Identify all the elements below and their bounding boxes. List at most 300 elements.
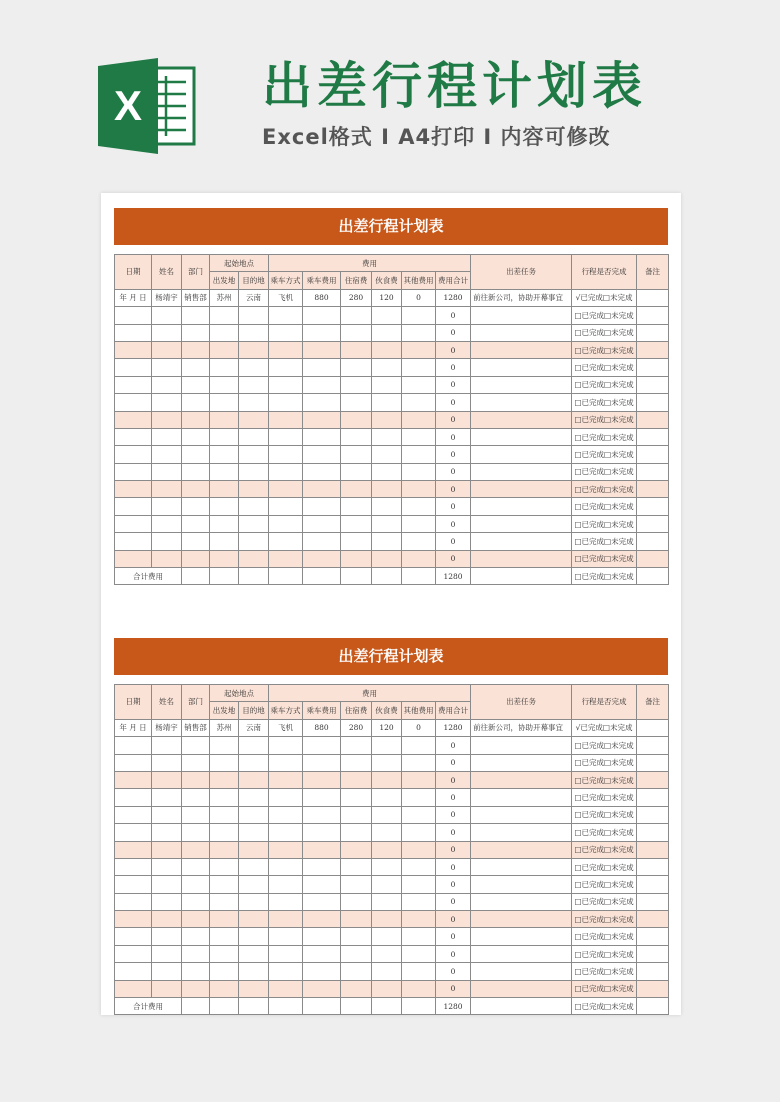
empty-cell[interactable] — [239, 446, 269, 463]
empty-cell[interactable] — [372, 394, 402, 411]
empty-cell[interactable] — [210, 324, 239, 341]
cell-status-checkbox[interactable]: □已完成□未完成 — [572, 515, 637, 532]
empty-cell[interactable] — [402, 446, 436, 463]
empty-cell[interactable] — [402, 911, 436, 928]
empty-cell[interactable] — [182, 893, 210, 910]
empty-cell[interactable] — [341, 789, 372, 806]
empty-cell[interactable] — [303, 428, 341, 445]
empty-cell[interactable] — [115, 754, 152, 771]
empty-cell[interactable] — [303, 754, 341, 771]
cell-note[interactable] — [637, 533, 669, 550]
cell-name[interactable]: 杨靖宇 — [152, 289, 182, 306]
cell-task[interactable] — [471, 858, 572, 875]
empty-cell[interactable] — [152, 963, 182, 980]
empty-cell[interactable] — [303, 771, 341, 788]
empty-cell[interactable] — [402, 411, 436, 428]
empty-cell[interactable] — [372, 841, 402, 858]
empty-cell[interactable] — [115, 515, 152, 532]
empty-cell[interactable] — [152, 789, 182, 806]
empty-cell[interactable] — [372, 737, 402, 754]
empty-cell[interactable] — [182, 307, 210, 324]
empty-cell[interactable] — [372, 515, 402, 532]
empty-cell[interactable] — [341, 341, 372, 358]
empty-cell[interactable] — [372, 307, 402, 324]
cell-note[interactable] — [637, 911, 669, 928]
cell-status-checkbox[interactable]: □已完成□未完成 — [572, 824, 637, 841]
empty-cell[interactable] — [152, 498, 182, 515]
empty-cell[interactable] — [269, 754, 303, 771]
empty-cell[interactable] — [210, 446, 239, 463]
empty-cell[interactable] — [239, 533, 269, 550]
empty-cell[interactable] — [210, 806, 239, 823]
cell-other[interactable]: 0 — [402, 289, 436, 306]
empty-cell[interactable] — [152, 533, 182, 550]
empty-cell[interactable] — [269, 428, 303, 445]
cell-task[interactable] — [471, 771, 572, 788]
empty-cell[interactable] — [239, 771, 269, 788]
empty-cell[interactable] — [210, 945, 239, 962]
empty-cell[interactable] — [115, 428, 152, 445]
empty-cell[interactable] — [341, 754, 372, 771]
empty-cell[interactable] — [115, 980, 152, 997]
empty-cell[interactable] — [402, 307, 436, 324]
empty-cell[interactable] — [239, 498, 269, 515]
empty-cell[interactable] — [303, 307, 341, 324]
empty-cell[interactable] — [341, 841, 372, 858]
cell-note[interactable] — [637, 824, 669, 841]
empty-cell[interactable] — [210, 498, 239, 515]
empty-cell[interactable] — [115, 359, 152, 376]
empty-cell[interactable] — [402, 481, 436, 498]
empty-cell[interactable] — [303, 324, 341, 341]
empty-cell[interactable] — [239, 307, 269, 324]
empty-cell[interactable] — [210, 771, 239, 788]
empty-cell[interactable] — [402, 394, 436, 411]
empty-cell[interactable] — [341, 324, 372, 341]
empty-cell[interactable] — [303, 806, 341, 823]
empty-cell[interactable] — [239, 376, 269, 393]
empty-cell[interactable] — [269, 737, 303, 754]
empty-cell[interactable] — [210, 550, 239, 567]
cell-status-checkbox[interactable]: □已完成□未完成 — [572, 893, 637, 910]
empty-cell[interactable] — [115, 876, 152, 893]
empty-cell[interactable] — [341, 515, 372, 532]
empty-cell[interactable] — [402, 806, 436, 823]
empty-cell[interactable] — [402, 324, 436, 341]
cell-status-checkbox[interactable]: □已完成□未完成 — [572, 307, 637, 324]
empty-cell[interactable] — [269, 771, 303, 788]
cell-task[interactable] — [471, 550, 572, 567]
empty-cell[interactable] — [182, 446, 210, 463]
empty-cell[interactable] — [210, 533, 239, 550]
empty-cell[interactable] — [182, 980, 210, 997]
empty-cell[interactable] — [269, 945, 303, 962]
empty-cell[interactable] — [115, 771, 152, 788]
cell-task[interactable] — [471, 824, 572, 841]
empty-cell[interactable] — [341, 550, 372, 567]
empty-cell[interactable] — [341, 806, 372, 823]
empty-cell[interactable] — [341, 359, 372, 376]
cell-task[interactable] — [471, 893, 572, 910]
cell-note[interactable] — [637, 446, 669, 463]
cell-depart[interactable]: 苏州 — [210, 719, 239, 736]
empty-cell[interactable] — [210, 394, 239, 411]
empty-cell[interactable] — [115, 307, 152, 324]
empty-cell[interactable] — [152, 945, 182, 962]
empty-cell[interactable] — [210, 963, 239, 980]
empty-cell[interactable] — [269, 533, 303, 550]
empty-cell[interactable] — [341, 876, 372, 893]
empty-cell[interactable] — [239, 359, 269, 376]
cell-task[interactable]: 前往新公司，协助开幕事宜 — [471, 289, 572, 306]
empty-cell[interactable] — [115, 911, 152, 928]
empty-cell[interactable] — [372, 376, 402, 393]
cell-task[interactable] — [471, 394, 572, 411]
empty-cell[interactable] — [239, 824, 269, 841]
empty-cell[interactable] — [239, 463, 269, 480]
empty-cell[interactable] — [115, 928, 152, 945]
cell-task[interactable] — [471, 341, 572, 358]
empty-cell[interactable] — [152, 446, 182, 463]
empty-cell[interactable] — [182, 963, 210, 980]
empty-cell[interactable] — [269, 411, 303, 428]
empty-cell[interactable] — [115, 841, 152, 858]
empty-cell[interactable] — [182, 737, 210, 754]
empty-cell[interactable] — [341, 481, 372, 498]
empty-cell[interactable] — [303, 841, 341, 858]
empty-cell[interactable] — [341, 411, 372, 428]
empty-cell[interactable] — [303, 550, 341, 567]
empty-cell[interactable] — [372, 893, 402, 910]
cell-task[interactable] — [471, 359, 572, 376]
cell-transport-cost[interactable]: 880 — [303, 719, 341, 736]
cell-note[interactable] — [637, 324, 669, 341]
cell-note[interactable] — [637, 719, 669, 736]
cell-status-checkbox[interactable]: □已完成□未完成 — [572, 498, 637, 515]
empty-cell[interactable] — [372, 876, 402, 893]
empty-cell[interactable] — [152, 411, 182, 428]
empty-cell[interactable] — [115, 550, 152, 567]
empty-cell[interactable] — [303, 737, 341, 754]
cell-note[interactable] — [637, 893, 669, 910]
empty-cell[interactable] — [239, 428, 269, 445]
cell-task[interactable] — [471, 428, 572, 445]
empty-cell[interactable] — [152, 428, 182, 445]
cell-transport-cost[interactable]: 880 — [303, 289, 341, 306]
cell-status-checkbox[interactable]: □已完成□未完成 — [572, 376, 637, 393]
cell-note[interactable] — [637, 754, 669, 771]
empty-cell[interactable] — [152, 307, 182, 324]
cell-note[interactable] — [637, 980, 669, 997]
empty-cell[interactable] — [303, 928, 341, 945]
cell-task[interactable] — [471, 841, 572, 858]
cell-status-checkbox[interactable]: □已完成□未完成 — [572, 876, 637, 893]
empty-cell[interactable] — [402, 893, 436, 910]
empty-cell[interactable] — [210, 928, 239, 945]
cell-task[interactable] — [471, 789, 572, 806]
cell-note[interactable] — [637, 428, 669, 445]
empty-cell[interactable] — [182, 394, 210, 411]
empty-cell[interactable] — [210, 515, 239, 532]
empty-cell[interactable] — [210, 858, 239, 875]
empty-cell[interactable] — [402, 428, 436, 445]
empty-cell[interactable] — [402, 841, 436, 858]
empty-cell[interactable] — [239, 841, 269, 858]
empty-cell[interactable] — [372, 341, 402, 358]
empty-cell[interactable] — [372, 824, 402, 841]
cell-status-checkbox[interactable]: □已完成□未完成 — [572, 568, 637, 585]
cell-task[interactable] — [471, 876, 572, 893]
empty-cell[interactable] — [210, 428, 239, 445]
empty-cell[interactable] — [341, 928, 372, 945]
empty-cell[interactable] — [239, 324, 269, 341]
cell-lodging[interactable]: 280 — [341, 289, 372, 306]
cell-task[interactable] — [471, 446, 572, 463]
cell-task[interactable] — [471, 515, 572, 532]
empty-cell[interactable] — [152, 359, 182, 376]
empty-cell[interactable] — [341, 307, 372, 324]
empty-cell[interactable] — [372, 963, 402, 980]
empty-cell[interactable] — [341, 376, 372, 393]
empty-cell[interactable] — [152, 893, 182, 910]
empty-cell[interactable] — [402, 789, 436, 806]
empty-cell[interactable] — [115, 446, 152, 463]
cell-meals[interactable]: 120 — [372, 289, 402, 306]
empty-cell[interactable] — [115, 806, 152, 823]
empty-cell[interactable] — [269, 858, 303, 875]
empty-cell[interactable] — [269, 893, 303, 910]
empty-cell[interactable] — [182, 824, 210, 841]
empty-cell[interactable] — [239, 893, 269, 910]
cell-status-checkbox[interactable]: □已完成□未完成 — [572, 771, 637, 788]
cell-status-checkbox[interactable]: □已完成□未完成 — [572, 394, 637, 411]
cell-note[interactable] — [637, 771, 669, 788]
empty-cell[interactable] — [152, 754, 182, 771]
cell-task[interactable] — [471, 963, 572, 980]
empty-cell[interactable] — [239, 945, 269, 962]
cell-date[interactable]: 年 月 日 — [115, 719, 152, 736]
empty-cell[interactable] — [303, 481, 341, 498]
empty-cell[interactable] — [402, 824, 436, 841]
empty-cell[interactable] — [182, 359, 210, 376]
empty-cell[interactable] — [210, 481, 239, 498]
empty-cell[interactable] — [269, 376, 303, 393]
cell-status-checkbox[interactable]: □已完成□未完成 — [572, 481, 637, 498]
empty-cell[interactable] — [239, 876, 269, 893]
empty-cell[interactable] — [402, 359, 436, 376]
cell-status-checkbox[interactable]: □已完成□未完成 — [572, 341, 637, 358]
cell-status-checkbox[interactable]: □已完成□未完成 — [572, 980, 637, 997]
empty-cell[interactable] — [402, 928, 436, 945]
cell-transport-mode[interactable]: 飞机 — [269, 719, 303, 736]
empty-cell[interactable] — [269, 980, 303, 997]
empty-cell[interactable] — [239, 911, 269, 928]
cell-dest[interactable]: 云南 — [239, 289, 269, 306]
empty-cell[interactable] — [210, 359, 239, 376]
empty-cell[interactable] — [303, 376, 341, 393]
cell-note[interactable] — [637, 841, 669, 858]
empty-cell[interactable] — [152, 841, 182, 858]
cell-task[interactable] — [471, 411, 572, 428]
empty-cell[interactable] — [269, 789, 303, 806]
empty-cell[interactable] — [115, 963, 152, 980]
empty-cell[interactable] — [210, 980, 239, 997]
empty-cell[interactable] — [182, 428, 210, 445]
cell-task[interactable]: 前往新公司，协助开幕事宜 — [471, 719, 572, 736]
empty-cell[interactable] — [303, 789, 341, 806]
empty-cell[interactable] — [341, 911, 372, 928]
empty-cell[interactable] — [182, 411, 210, 428]
cell-lodging[interactable]: 280 — [341, 719, 372, 736]
cell-note[interactable] — [637, 376, 669, 393]
empty-cell[interactable] — [210, 911, 239, 928]
empty-cell[interactable] — [210, 341, 239, 358]
empty-cell[interactable] — [303, 858, 341, 875]
empty-cell[interactable] — [182, 876, 210, 893]
empty-cell[interactable] — [341, 498, 372, 515]
cell-task[interactable] — [471, 737, 572, 754]
empty-cell[interactable] — [115, 824, 152, 841]
empty-cell[interactable] — [182, 341, 210, 358]
empty-cell[interactable] — [303, 411, 341, 428]
empty-cell[interactable] — [152, 980, 182, 997]
cell-status-checkbox[interactable]: □已完成□未完成 — [572, 324, 637, 341]
cell-task[interactable] — [471, 980, 572, 997]
cell-status-checkbox[interactable]: □已完成□未完成 — [572, 806, 637, 823]
empty-cell[interactable] — [210, 754, 239, 771]
cell-other[interactable]: 0 — [402, 719, 436, 736]
empty-cell[interactable] — [341, 428, 372, 445]
empty-cell[interactable] — [269, 481, 303, 498]
empty-cell[interactable] — [269, 806, 303, 823]
empty-cell[interactable] — [182, 515, 210, 532]
empty-cell[interactable] — [341, 533, 372, 550]
cell-status-checkbox[interactable]: □已完成□未完成 — [572, 550, 637, 567]
empty-cell[interactable] — [372, 980, 402, 997]
empty-cell[interactable] — [152, 876, 182, 893]
empty-cell[interactable] — [372, 533, 402, 550]
empty-cell[interactable] — [152, 394, 182, 411]
empty-cell[interactable] — [182, 533, 210, 550]
empty-cell[interactable] — [303, 911, 341, 928]
empty-cell[interactable] — [402, 945, 436, 962]
empty-cell[interactable] — [402, 876, 436, 893]
empty-cell[interactable] — [269, 359, 303, 376]
empty-cell[interactable] — [269, 911, 303, 928]
empty-cell[interactable] — [115, 789, 152, 806]
empty-cell[interactable] — [402, 533, 436, 550]
empty-cell[interactable] — [372, 550, 402, 567]
empty-cell[interactable] — [239, 754, 269, 771]
empty-cell[interactable] — [239, 550, 269, 567]
empty-cell[interactable] — [182, 928, 210, 945]
empty-cell[interactable] — [152, 463, 182, 480]
empty-cell[interactable] — [239, 858, 269, 875]
empty-cell[interactable] — [115, 376, 152, 393]
empty-cell[interactable] — [210, 876, 239, 893]
empty-cell[interactable] — [210, 737, 239, 754]
empty-cell[interactable] — [341, 737, 372, 754]
empty-cell[interactable] — [115, 533, 152, 550]
cell-status-checkbox[interactable]: □已完成□未完成 — [572, 998, 637, 1015]
cell-status-checkbox[interactable]: □已完成□未完成 — [572, 463, 637, 480]
empty-cell[interactable] — [269, 498, 303, 515]
empty-cell[interactable] — [182, 463, 210, 480]
empty-cell[interactable] — [182, 754, 210, 771]
cell-task[interactable] — [471, 533, 572, 550]
cell-meals[interactable]: 120 — [372, 719, 402, 736]
empty-cell[interactable] — [269, 876, 303, 893]
empty-cell[interactable] — [372, 771, 402, 788]
empty-cell[interactable] — [402, 980, 436, 997]
empty-cell[interactable] — [372, 411, 402, 428]
cell-task[interactable] — [471, 307, 572, 324]
empty-cell[interactable] — [210, 789, 239, 806]
empty-cell[interactable] — [239, 394, 269, 411]
empty-cell[interactable] — [182, 841, 210, 858]
cell-task[interactable] — [471, 928, 572, 945]
empty-cell[interactable] — [372, 911, 402, 928]
empty-cell[interactable] — [115, 411, 152, 428]
cell-status-checkbox[interactable]: □已完成□未完成 — [572, 446, 637, 463]
cell-status-checkbox[interactable]: □已完成□未完成 — [572, 945, 637, 962]
cell-note[interactable] — [637, 737, 669, 754]
cell-note[interactable] — [637, 463, 669, 480]
empty-cell[interactable] — [269, 324, 303, 341]
empty-cell[interactable] — [152, 341, 182, 358]
empty-cell[interactable] — [210, 841, 239, 858]
empty-cell[interactable] — [115, 394, 152, 411]
empty-cell[interactable] — [341, 394, 372, 411]
empty-cell[interactable] — [182, 771, 210, 788]
cell-status-checkbox[interactable]: □已完成□未完成 — [572, 737, 637, 754]
empty-cell[interactable] — [402, 463, 436, 480]
empty-cell[interactable] — [115, 893, 152, 910]
cell-status-checkbox[interactable]: □已完成□未完成 — [572, 411, 637, 428]
cell-status-checkbox[interactable]: □已完成□未完成 — [572, 428, 637, 445]
empty-cell[interactable] — [341, 858, 372, 875]
empty-cell[interactable] — [115, 498, 152, 515]
cell-task[interactable] — [471, 463, 572, 480]
empty-cell[interactable] — [372, 754, 402, 771]
cell-status-checkbox[interactable]: √已完成□未完成 — [572, 719, 637, 736]
empty-cell[interactable] — [341, 463, 372, 480]
cell-status-checkbox[interactable]: □已完成□未完成 — [572, 533, 637, 550]
cell-task[interactable] — [471, 481, 572, 498]
empty-cell[interactable] — [269, 341, 303, 358]
empty-cell[interactable] — [269, 928, 303, 945]
empty-cell[interactable] — [372, 428, 402, 445]
empty-cell[interactable] — [239, 411, 269, 428]
empty-cell[interactable] — [210, 463, 239, 480]
cell-name[interactable]: 杨靖宇 — [152, 719, 182, 736]
empty-cell[interactable] — [402, 963, 436, 980]
cell-date[interactable]: 年 月 日 — [115, 289, 152, 306]
cell-transport-mode[interactable]: 飞机 — [269, 289, 303, 306]
empty-cell[interactable] — [182, 911, 210, 928]
empty-cell[interactable] — [341, 963, 372, 980]
empty-cell[interactable] — [182, 945, 210, 962]
empty-cell[interactable] — [402, 550, 436, 567]
cell-status-checkbox[interactable]: □已完成□未完成 — [572, 911, 637, 928]
empty-cell[interactable] — [341, 446, 372, 463]
empty-cell[interactable] — [239, 515, 269, 532]
empty-cell[interactable] — [239, 980, 269, 997]
empty-cell[interactable] — [269, 963, 303, 980]
cell-note[interactable] — [637, 359, 669, 376]
cell-note[interactable] — [637, 963, 669, 980]
cell-note[interactable] — [637, 394, 669, 411]
